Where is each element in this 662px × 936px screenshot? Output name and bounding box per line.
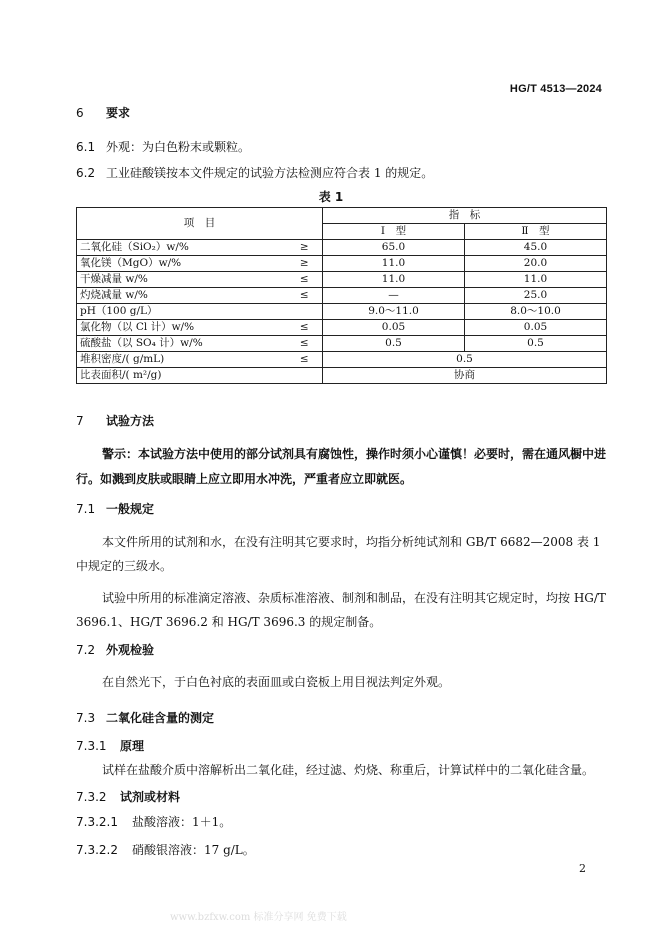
clause-7-3-2-1 [76, 813, 231, 830]
row-value-type-2: 25.0 [465, 288, 607, 304]
row-value-type-2: 0.05 [465, 320, 607, 336]
faint-footer-watermark: www.bzfxw.com 标准分享网 免费下载 [170, 912, 347, 923]
paragraph: 试样在盐酸介质中溶解析出二氧化硅，经过滤、灼烧、称重后，计算试样中的二氧化硅含量。 [102, 763, 595, 777]
table-row [77, 320, 607, 336]
section-7-heading [76, 412, 154, 429]
clause-number: 7.3.2 [76, 790, 107, 804]
row-symbol: ≤ [287, 272, 323, 288]
row-symbol [287, 304, 323, 320]
clause-title: 外观检验 [106, 643, 155, 657]
row-value-merged: 0.5 [323, 352, 607, 368]
row-item: 硫酸盐（以 SO₄ 计）w/% [77, 336, 287, 352]
clause-7-3-2-2 [76, 841, 255, 858]
clause-number: 6.1 [76, 140, 96, 154]
row-symbol: ≤ [287, 352, 323, 368]
row-value-type-1: 9.0～11.0 [323, 304, 465, 320]
row-value-type-2: 0.5 [465, 336, 607, 352]
table-caption: 表 1 [318, 190, 344, 204]
row-symbol: ≤ [287, 288, 323, 304]
row-value-type-2: 20.0 [465, 256, 607, 272]
row-item: 灼烧减量 w/% [77, 288, 287, 304]
clause-number: 7.3 [76, 711, 96, 725]
header-index: 指 标 [323, 208, 607, 224]
row-value-type-1: 11.0 [323, 272, 465, 288]
clause-text: 硝酸银溶液：17 g/L。 [132, 843, 255, 857]
row-item: 二氧化硅（SiO₂）w/% [77, 240, 287, 256]
row-value-type-1: — [323, 288, 465, 304]
clause-6-1 [76, 138, 250, 155]
table-row [77, 240, 607, 256]
row-item: 比表面积/( m²/g) [77, 368, 287, 384]
row-symbol: ≤ [287, 320, 323, 336]
header-type-2: Ⅱ 型 [465, 224, 607, 240]
clause-title: 一般规定 [106, 502, 155, 516]
paragraph: 试验中所用的标准滴定溶液、杂质标准溶液、制剂和制品，在没有注明其它规定时，均按 HG/T 3696.1、HG/T 3696.2 和 HG/T 3696.3 的规定制备。 [76, 591, 606, 629]
standard-code: HG/T 4513—2024 [509, 83, 602, 95]
table-row [77, 256, 607, 272]
row-value-type-2: 8.0～10.0 [465, 304, 607, 320]
section-number: 6 [76, 106, 84, 120]
paragraph: 本文件所用的试剂和水，在没有注明其它要求时，均指分析纯试剂和 GB/T 6682—2008 表 1 中规定的三级水。 [76, 535, 601, 573]
row-symbol [287, 368, 323, 384]
clause-title: 二氧化硅含量的测定 [106, 711, 215, 725]
row-value-type-1: 65.0 [323, 240, 465, 256]
clause-number: 7.1 [76, 502, 96, 516]
clause-7-3-heading [76, 709, 214, 726]
row-value-type-1: 0.05 [323, 320, 465, 336]
clause-number: 7.3.2.2 [76, 843, 118, 857]
clause-6-2 [76, 164, 433, 181]
section-6-heading [76, 104, 130, 121]
row-value-type-2: 11.0 [465, 272, 607, 288]
table-row [77, 304, 607, 320]
safety-warning: 警示：本试验方法中使用的部分试剂具有腐蚀性，操作时须小心谨慎！必要时，需在通风橱中进行。如溅到皮肤或眼睛上应立即用水冲洗，严重者应立即就医。 [76, 447, 607, 486]
row-value-type-1: 11.0 [323, 256, 465, 272]
table-row [77, 368, 607, 384]
clause-text: 盐酸溶液：1＋1。 [132, 815, 232, 829]
clause-text: 工业硅酸镁按本文件规定的试验方法检测应符合表 1 的规定。 [106, 166, 434, 180]
row-value-type-2: 45.0 [465, 240, 607, 256]
row-symbol: ≤ [287, 336, 323, 352]
row-item: 氯化物（以 Cl 计）w/% [77, 320, 287, 336]
row-symbol: ≥ [287, 240, 323, 256]
section-title: 试验方法 [106, 414, 155, 428]
row-item: 堆积密度/( g/mL) [77, 352, 287, 368]
table-row [77, 336, 607, 352]
table-row [77, 288, 607, 304]
header-item: 项 目 [77, 208, 323, 240]
clause-number: 7.2 [76, 643, 96, 657]
header-type-1: Ⅰ 型 [323, 224, 465, 240]
row-value-type-1: 0.5 [323, 336, 465, 352]
paragraph: 在自然光下，于白色衬底的表面皿或白瓷板上用目视法判定外观。 [102, 675, 451, 689]
table-row [77, 352, 607, 368]
clause-7-3-2-heading [76, 788, 180, 805]
row-value-merged: 协商 [323, 368, 607, 384]
row-item: pH（100 g/L） [77, 304, 287, 320]
row-symbol: ≥ [287, 256, 323, 272]
row-item: 干燥减量 w/% [77, 272, 287, 288]
clause-number: 6.2 [76, 166, 96, 180]
section-number: 7 [76, 414, 84, 428]
clause-title: 试剂或材料 [120, 790, 181, 804]
clause-text: 外观：为白色粉末或颗粒。 [106, 140, 251, 154]
clause-7-2-heading [76, 641, 154, 658]
table-row [77, 272, 607, 288]
clause-title: 原理 [120, 739, 145, 753]
specification-table [76, 207, 607, 384]
clause-7-1-heading [76, 500, 154, 517]
table-header-row [77, 208, 607, 224]
row-item: 氧化镁（MgO）w/% [77, 256, 287, 272]
clause-number: 7.3.1 [76, 739, 107, 753]
section-title: 要求 [106, 106, 131, 120]
clause-number: 7.3.2.1 [76, 815, 118, 829]
page-number: 2 [579, 862, 586, 875]
clause-7-3-1-heading [76, 737, 144, 754]
